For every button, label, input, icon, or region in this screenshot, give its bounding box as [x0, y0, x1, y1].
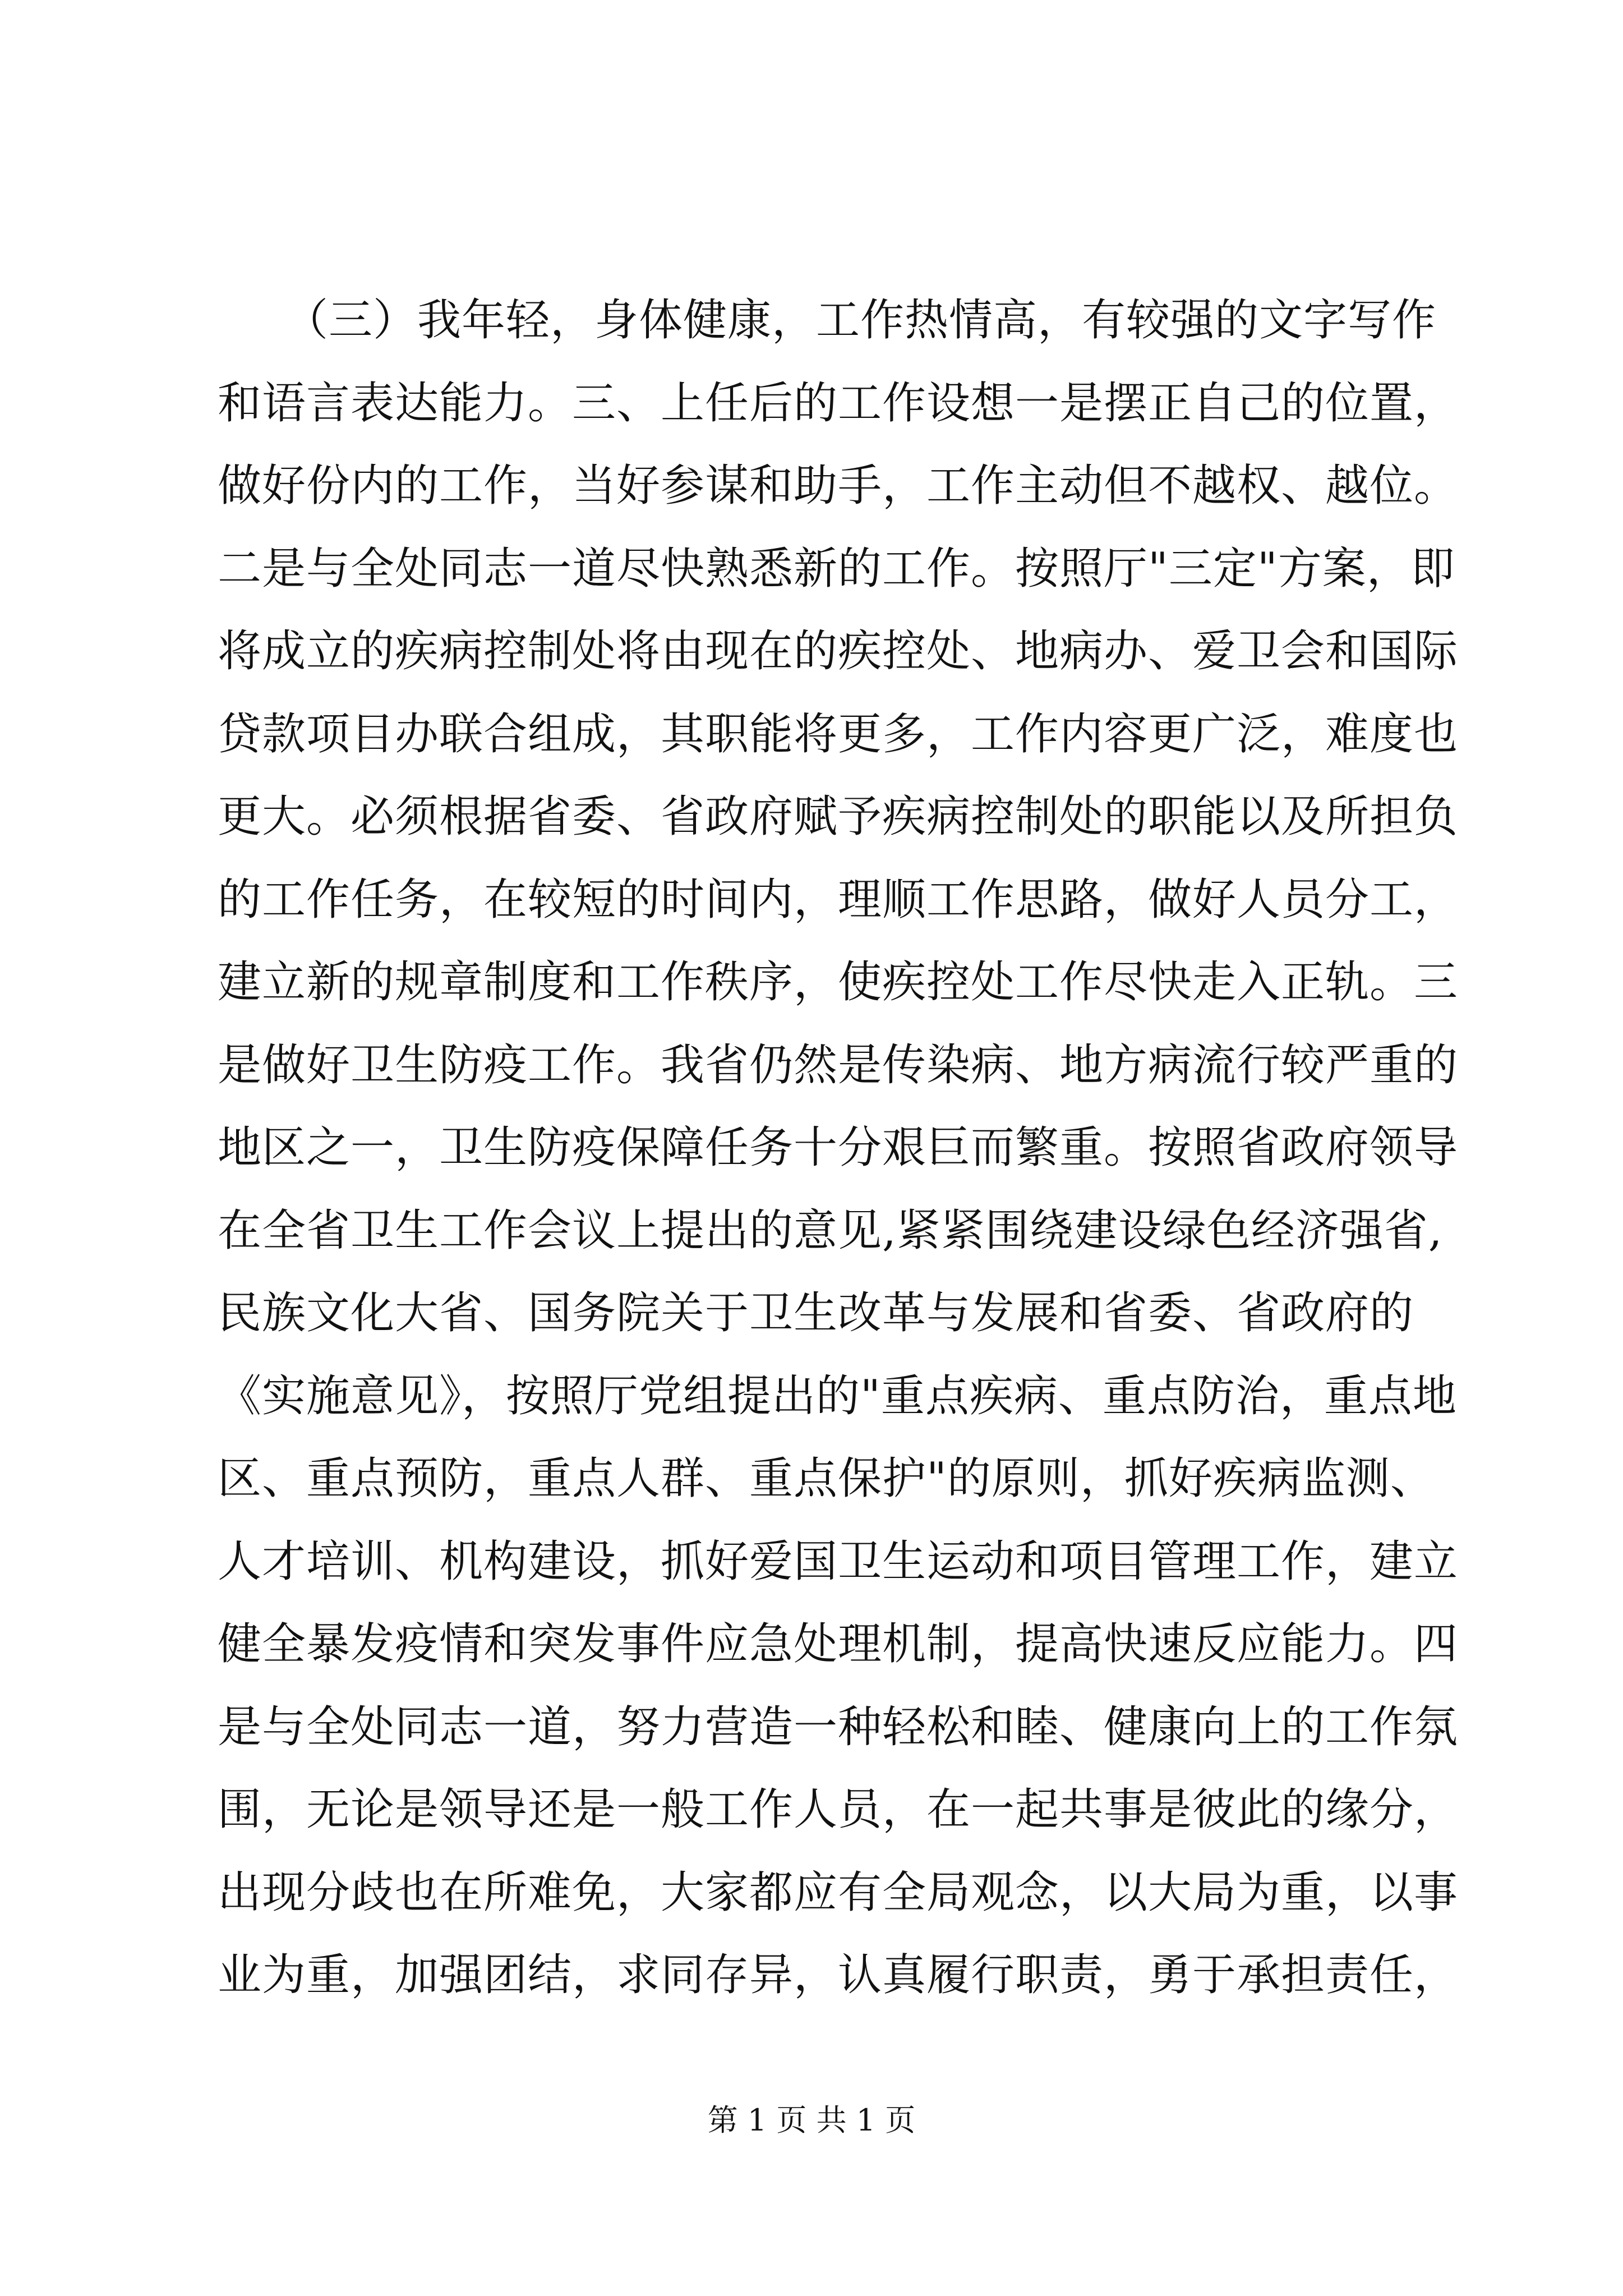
text-line: 地区之一，卫生防疫保障任务十分艰巨而繁重。按照省政府领导 [218, 1122, 1459, 1173]
text-line: 《实施意见》，按照厅党组提出的"重点疾病、重点防治，重点地 [218, 1370, 1457, 1421]
text-line: 建立新的规章制度和工作秩序，使疾控处工作尽快走入正轨。三 [218, 957, 1459, 1007]
text-line: 区、重点预防，重点人群、重点保护"的原则，抓好疾病监测、 [218, 1453, 1435, 1504]
text-line: 民族文化大省、国务院关于卫生改革与发展和省委、省政府的 [218, 1288, 1414, 1338]
page-number-label: 第 1 页 共 1 页 [707, 2102, 916, 2138]
text-line: 健全暴发疫情和突发事件应急处理机制，提高快速反应能力。四 [218, 1619, 1459, 1669]
text-line: 更大。必须根据省委、省政府赋予疾病控制处的职能以及所担负 [218, 792, 1459, 842]
text-line: 二是与全处同志一道尽快熟悉新的工作。按照厅"三定"方案，即 [218, 543, 1455, 594]
text-line: 贷款项目办联合组成，其职能将更多，工作内容更广泛，难度也 [218, 708, 1459, 760]
text-line: 是做好卫生防疫工作。我省仍然是传染病、地方病流行较严重的 [218, 1039, 1459, 1091]
text-line: 的工作任务，在较短的时间内，理顺工作思路，做好人员分工， [218, 874, 1459, 925]
text-line: 围，无论是领导还是一般工作人员，在一起共事是彼此的缘分， [218, 1784, 1459, 1835]
text-line: 做好份内的工作，当好参谋和助手，工作主动但不越权、越位。 [218, 461, 1459, 511]
text-line: 人才培训、机构建设，抓好爱国卫生运动和项目管理工作，建立 [218, 1536, 1459, 1587]
text-line: 在全省卫生工作会议上提出的意见,紧紧围绕建设绿色经济强省, [218, 1205, 1443, 1256]
body-text [218, 279, 1459, 2017]
text-line: 将成立的疾病控制处将由现在的疾控处、地病办、爱卫会和国际 [218, 626, 1459, 677]
text-line: 出现分歧也在所难免，大家都应有全局观念，以大局为重，以事 [218, 1867, 1459, 1918]
text-line: 业为重，加强团结，求同存异，认真履行职责，勇于承担责任， [218, 1950, 1459, 2000]
text-line: 和语言表达能力。三、上任后的工作设想一是摆正自己的位置， [218, 378, 1459, 429]
page-footer [0, 2101, 1623, 2140]
text-line: （三）我年轻，身体健康，工作热情高，有较强的文字写作 [218, 295, 1437, 346]
text-line: 是与全处同志一道，努力营造一种轻松和睦、健康向上的工作氛 [218, 1701, 1459, 1752]
